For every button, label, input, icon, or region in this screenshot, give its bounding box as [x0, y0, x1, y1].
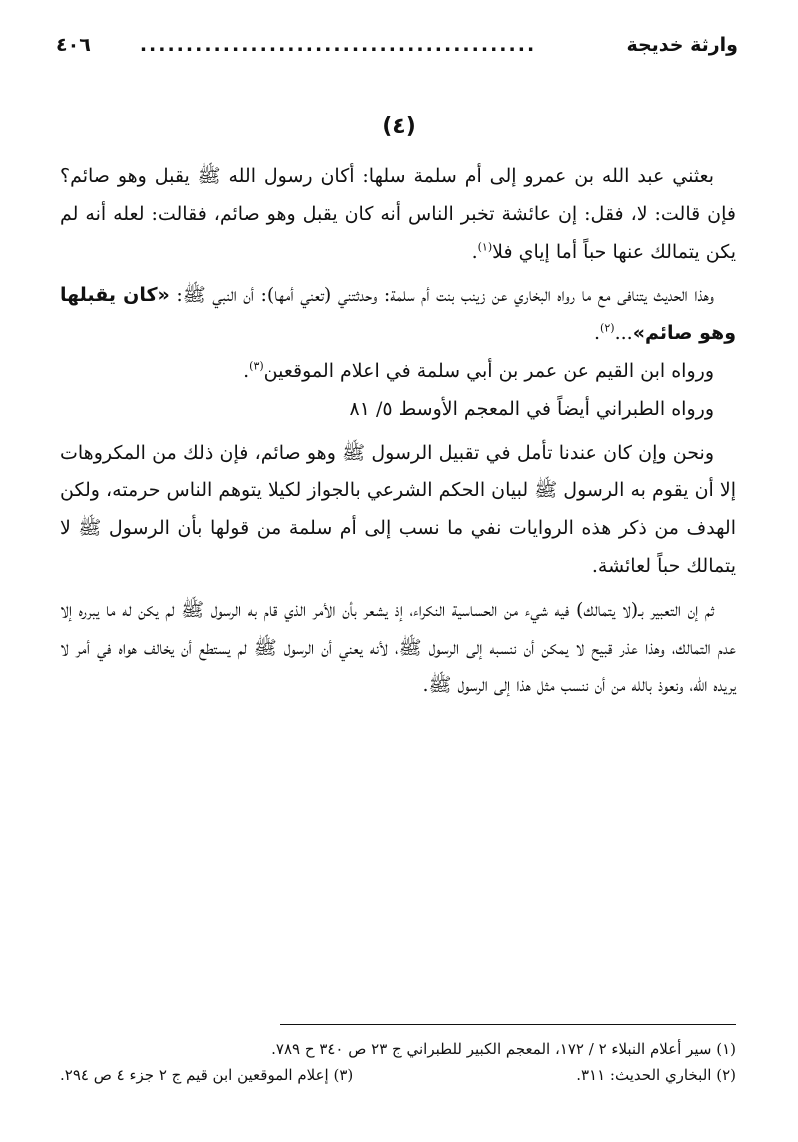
- paragraph-2-end: .: [594, 322, 601, 345]
- footnote-2: (٢) البخاري الحديث: ٣١١.: [576, 1066, 736, 1084]
- paragraph-2-ellipsis: ...: [614, 322, 633, 345]
- paragraph-2: [60, 277, 736, 353]
- hadith-quote: «كان يقبلها وهو صائم»: [60, 284, 736, 345]
- paragraph-2-text: وهذا الحديث يتنافى مع ما رواه البخاري عن زينب بنت أم سلمة: وحدثتني (تعني أمها): أن النبي ﷺ:: [169, 284, 714, 307]
- paragraph-1-end: .: [471, 240, 478, 263]
- running-header: [56, 30, 738, 60]
- paragraph-3: [60, 353, 736, 391]
- footnote-row-1: [60, 1036, 736, 1062]
- paragraph-3-end: .: [243, 359, 250, 382]
- footnote-ref-1: (١): [477, 240, 493, 254]
- footnote-ref-2: (٢): [600, 321, 615, 335]
- paragraph-4: ورواه الطبراني أيضاً في المعجم الأوسط ٥/ ٨١: [349, 397, 714, 420]
- section-number: (٤): [382, 114, 416, 139]
- paragraph-1-text: بعثني عبد الله بن عمرو إلى أم سلمة سلها: أكان رسول الله ﷺ يقبل وهو صائم؟ فإن قالت: لا، فقل: إن عائشة تخبر الناس أنه كان يقبل وهو صائم، فقالت: لعله أنه لم يكن يتمالك عنها حباً أما إياي فلا: [60, 165, 736, 263]
- footnote-3: (٣) إعلام الموقعين ابن قيم ج ٢ جزء ٤ ص ٢٩٤.: [60, 1066, 354, 1084]
- footnote-divider: [280, 1024, 736, 1025]
- paragraph-1: [60, 158, 736, 271]
- footnotes: [60, 1036, 736, 1088]
- main-text: [60, 158, 736, 705]
- footnote-row-2: [60, 1062, 736, 1088]
- page-number: ٤٠٦: [56, 34, 91, 56]
- paragraph-6: ثم إن التعبير بـ(لا يتمالك) فيه شيء من الحساسية النكراء، إذ يشعر بأن الأمر الذي قام به الرسول ﷺ لم يكن له ما يبرره إلا عدم التمالك، وهذا عذر قبيح لا يمكن أن ننسبه إلى الرسول ﷺ، لأنه يعني أن الرسول ﷺ لم يستطع أن يخالف هواه في أمر لا يريده الله، ونعوذ بالله من أن ننسب مثل هذا إلى الرسول ﷺ.: [60, 598, 736, 697]
- paragraph-3-text: ورواه ابن القيم عن عمر بن أبي سلمة في اعلام الموقعين: [263, 359, 714, 382]
- footnote-1: (١) سير أعلام النبلاء ٢ / ١٧٢، المعجم الكبير للطبراني ج ٢٣ ص ٣٤٠ ح ٧٨٩.: [271, 1040, 736, 1058]
- header-leader-dots: ...........................................: [139, 34, 537, 56]
- running-title: وارثة خديجة: [626, 34, 738, 56]
- footnote-ref-3: (٣): [249, 359, 264, 373]
- paragraph-5: ونحن وإن كان عندنا تأمل في تقبيل الرسول ﷺ وهو صائم، فإن ذلك من المكروهات إلا أن يقوم به الرسول ﷺ لبيان الحكم الشرعي بالجواز لكيلا يتوهم الناس حرمته، ولكن الهدف من ذكر هذه الروايات نفي ما نسب إلى أم سلمة من قولها بأن الرسول ﷺ لا يتمالك حباً لعائشة.: [60, 441, 736, 577]
